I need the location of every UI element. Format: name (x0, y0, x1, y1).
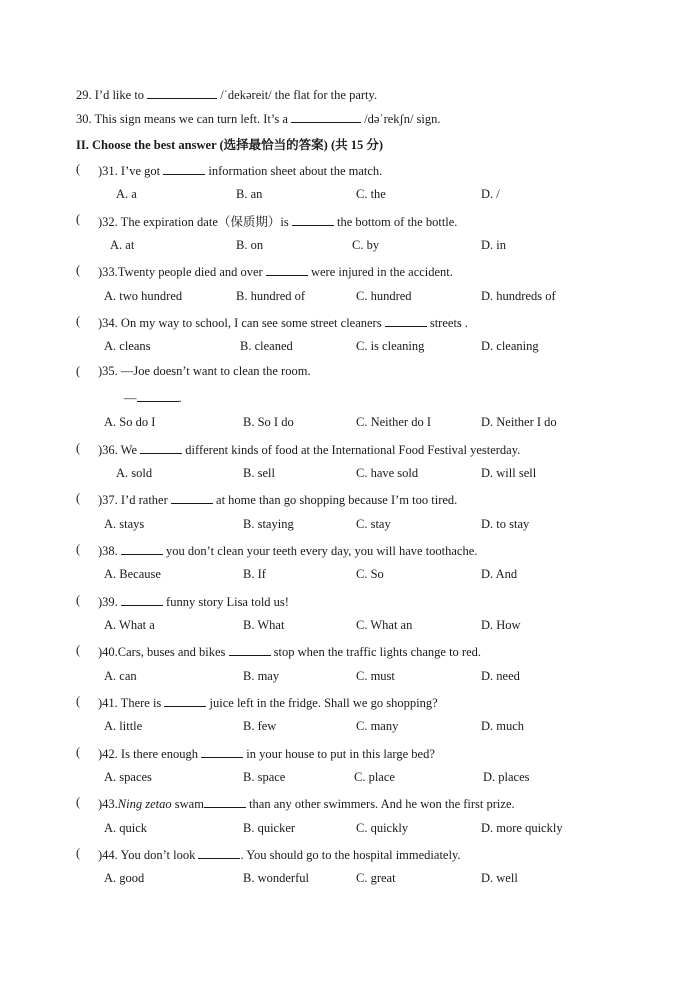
q-text-after: the flat for the party. (274, 88, 378, 102)
answer-bracket[interactable]: ( (76, 593, 81, 607)
question-stem: )34. On my way to school, I can see some street cleaners streets . (98, 316, 469, 330)
answer-bracket[interactable]: ( (76, 745, 81, 759)
option-d[interactable]: D. Neither I do (481, 415, 557, 429)
fill-in-30 (76, 110, 441, 127)
option-d[interactable]: D. How (481, 618, 521, 632)
question-stem: )37. I’d rather at home than go shopping because I’m too tired. (98, 493, 458, 507)
option-a[interactable]: A. spaces (104, 770, 152, 784)
option-d[interactable]: D. hundreds of (481, 289, 556, 303)
question-stem: )43.Ning zetao swam than any other swimmers. And he won the first prize. (98, 797, 515, 811)
option-c[interactable]: C. place (354, 770, 395, 784)
option-d[interactable]: D. cleaning (481, 339, 539, 353)
answer-bracket[interactable]: ( (76, 212, 81, 226)
option-a[interactable]: A. stays (104, 517, 145, 531)
question-stem: )32. The expiration date（保质期）is the bottom of the bottle. (98, 215, 458, 229)
option-b[interactable]: B. space (243, 770, 286, 784)
q-text-after: sign. (416, 112, 441, 126)
answer-bracket[interactable]: ( (76, 491, 81, 505)
option-a[interactable]: A. quick (104, 821, 148, 835)
option-b[interactable]: B. quicker (243, 821, 296, 835)
option-c[interactable]: C. the (356, 187, 386, 201)
answer-bracket[interactable]: ( (76, 314, 81, 328)
option-c[interactable]: C. Neither do I (356, 415, 431, 429)
option-d[interactable]: D. And (481, 567, 518, 581)
option-a[interactable]: A. good (104, 871, 145, 885)
option-a[interactable]: A. can (104, 669, 137, 683)
answer-bracket[interactable]: ( (76, 795, 81, 809)
question-stem: )36. We different kinds of food at the International Food Festival yesterday. (98, 443, 521, 457)
question-stem: )38. you don’t clean your teeth every day, you will have toothache. (98, 544, 478, 558)
option-a[interactable]: A. little (104, 719, 143, 733)
option-b[interactable]: B. What (243, 618, 285, 632)
option-b[interactable]: B. may (243, 669, 280, 683)
q-text-before: I’d like to (94, 88, 145, 102)
q-number: 29. (76, 88, 92, 102)
answer-blank[interactable] (291, 110, 361, 123)
option-b[interactable]: B. hundred of (236, 289, 306, 303)
option-a[interactable]: A. cleans (104, 339, 151, 353)
q-text-before: This sign means we can turn left. It’s a (94, 112, 288, 126)
option-b[interactable]: B. staying (243, 517, 294, 531)
answer-bracket[interactable]: ( (76, 542, 81, 556)
answer-bracket[interactable]: ( (76, 441, 81, 455)
option-b[interactable]: B. cleaned (240, 339, 293, 353)
reply-line: — . (124, 391, 182, 405)
option-a[interactable]: A. at (110, 238, 135, 252)
option-c[interactable]: C. hundred (356, 289, 412, 303)
option-c[interactable]: C. by (352, 238, 380, 252)
option-a[interactable]: A. sold (116, 466, 153, 480)
phonetic: /ˈdekəreit/ (220, 88, 272, 102)
option-b[interactable]: B. on (236, 238, 264, 252)
answer-bracket[interactable]: ( (76, 694, 81, 708)
option-c[interactable]: C. stay (356, 517, 391, 531)
question-stem: )35. —Joe doesn’t want to clean the room. (98, 364, 311, 378)
q-number: 30. (76, 112, 92, 126)
option-c[interactable]: C. What an (356, 618, 413, 632)
option-a[interactable]: A. a (116, 187, 137, 201)
option-a[interactable]: A. What a (104, 618, 155, 632)
option-b[interactable]: B. an (236, 187, 263, 201)
option-c[interactable]: C. many (356, 719, 399, 733)
option-b[interactable]: B. So I do (243, 415, 294, 429)
option-d[interactable]: D. more quickly (481, 821, 563, 835)
option-d[interactable]: D. well (481, 871, 518, 885)
question-stem: )31. I’ve got information sheet about the match. (98, 164, 383, 178)
phonetic: /dəˈrekʃn/ (364, 112, 414, 126)
answer-bracket[interactable]: ( (76, 263, 81, 277)
option-d[interactable]: D. in (481, 238, 506, 252)
question-stem: )41. There is juice left in the fridge. Shall we go shopping? (98, 696, 438, 710)
option-c[interactable]: C. So (356, 567, 384, 581)
question-stem: )42. Is there enough in your house to put in this large bed? (98, 747, 435, 761)
fill-in-29 (76, 86, 377, 103)
option-d[interactable]: D. / (481, 187, 500, 201)
answer-bracket[interactable]: ( (76, 162, 81, 176)
question-stem: )39. funny story Lisa told us! (98, 595, 289, 609)
option-a[interactable]: A. two hundred (104, 289, 183, 303)
option-c[interactable]: C. must (356, 669, 395, 683)
answer-blank[interactable] (147, 86, 217, 99)
option-c[interactable]: C. have sold (356, 466, 419, 480)
option-c[interactable]: C. great (356, 871, 396, 885)
option-b[interactable]: B. wonderful (243, 871, 309, 885)
answer-bracket[interactable]: ( (76, 846, 81, 860)
option-d[interactable]: D. places (483, 770, 530, 784)
option-b[interactable]: B. If (243, 567, 266, 581)
option-b[interactable]: B. few (243, 719, 277, 733)
section-title: II. Choose the best answer (选择最恰当的答案) (共 15 分) (76, 138, 384, 152)
question-stem: )40.Cars, buses and bikes stop when the traffic lights change to red. (98, 645, 482, 659)
question-stem: )33.Twenty people died and over were injured in the accident. (98, 265, 453, 279)
option-c[interactable]: C. quickly (356, 821, 409, 835)
question-stem: )44. You don’t look . You should go to the hospital immediately. (98, 848, 461, 862)
option-c[interactable]: C. is cleaning (356, 339, 425, 353)
option-b[interactable]: B. sell (243, 466, 275, 480)
option-d[interactable]: D. to stay (481, 517, 530, 531)
option-d[interactable]: D. will sell (481, 466, 537, 480)
option-d[interactable]: D. much (481, 719, 525, 733)
option-d[interactable]: D. need (481, 669, 520, 683)
answer-bracket[interactable]: ( (76, 364, 81, 378)
answer-bracket[interactable]: ( (76, 643, 81, 657)
option-a[interactable]: A. So do I (104, 415, 156, 429)
option-a[interactable]: A. Because (104, 567, 161, 581)
